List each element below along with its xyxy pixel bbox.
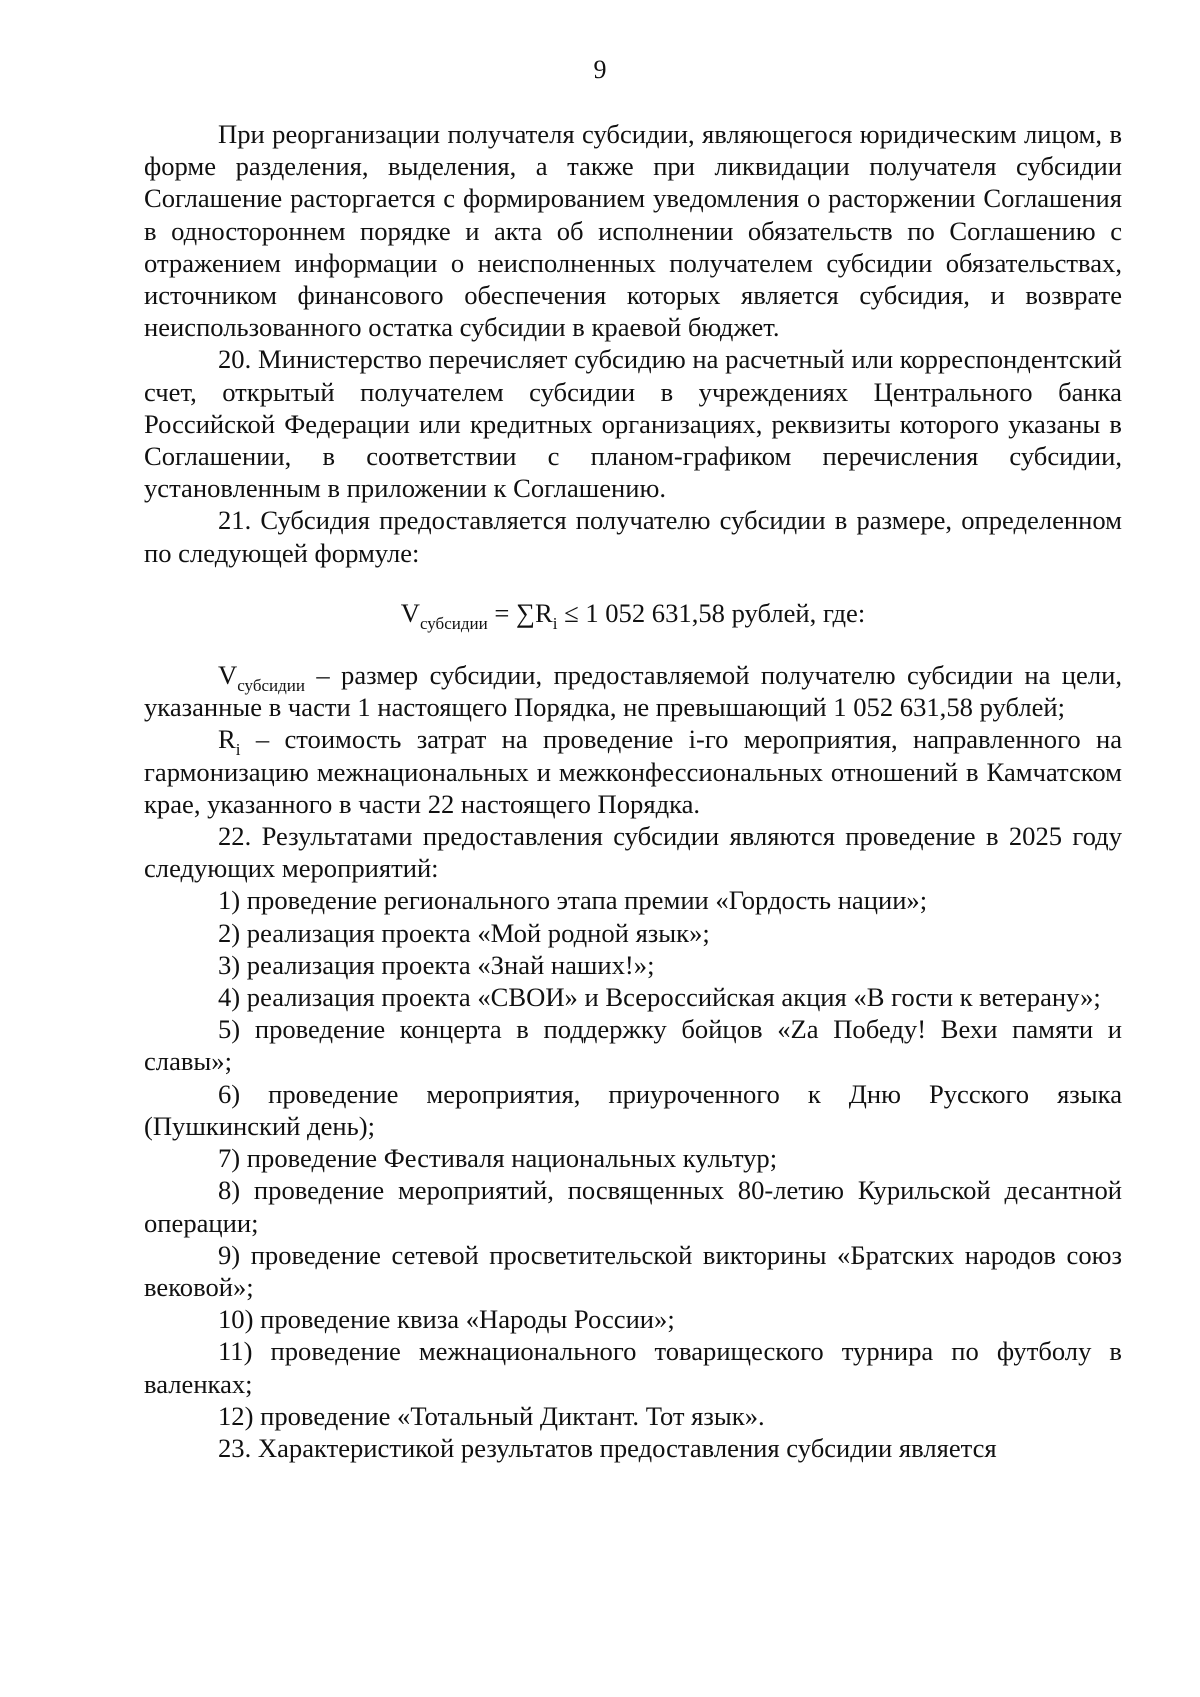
list-item: 10) проведение квиза «Народы России»; [218,1304,675,1335]
list-item: 12) проведение «Тотальный Диктант. Тот язык». [218,1400,765,1431]
list-item: 2) реализация проекта «Мой родной язык»; [218,917,710,948]
paragraph-21: 21. Субсидия предоставляется получателю субсидии в размере, определенном по следующей формуле: [144,505,1122,568]
list-item: 5) проведение концерта в поддержку бойцов «Zа Победу! Вехи памяти и славы»; [144,1014,1122,1077]
paragraph-reorganization: При реорганизации получателя субсидии, являющегося юридическим лицом, в форме разделения, выделения, а также при ликвидации получателя субсидии Соглашение расторгается с формированием уведомления о расторжении Соглашения в одностороннем порядке и акта об исполнении обязательств по Соглашению с отражением информации о неисполненных получателем субсидии обязательствах, источником финансового обеспечения которых является субсидия, и возврате неиспользованного остатка субсидии в краевой бюджет. [144,119,1122,343]
list-item: 9) проведение сетевой просветительской викторины «Братских народов союз вековой»; [144,1239,1122,1302]
paragraph-22: 22. Результатами предоставления субсидии являются проведение в 2025 году следующих мероприятий: [144,821,1122,884]
document-body [144,118,1122,1464]
subsidy-formula [144,597,1122,633]
definition-v-subscript: субсидии [237,676,305,696]
formula-v: V [400,597,420,628]
page-number: 9 [593,55,607,84]
definition-r-symbol: R [218,724,236,755]
list-item: 11) проведение межнационального товарищеского турнира по футболу в валенках; [144,1336,1122,1399]
formula-v-subscript: субсидии [419,613,488,633]
list-item: 8) проведение мероприятий, посвященных 80-летию Курильской десантной операции; [144,1175,1122,1238]
paragraph-23: 23. Характеристикой результатов предоставления субсидии является [218,1432,997,1463]
formula-sum: = ∑R [487,597,553,628]
definition-r [144,723,1122,820]
definition-v-text: – размер субсидии, предоставляемой получателю субсидии на цели, указанные в части 1 настоящего Порядка, не превышающий 1 052 631,58 рублей; [144,660,1122,723]
definition-v [144,659,1122,723]
definition-r-subscript: i [235,740,241,760]
definition-v-symbol: V [218,660,238,691]
list-item: 3) реализация проекта «Знай наших!»; [218,949,655,980]
paragraph-20: 20. Министерство перечисляет субсидию на расчетный или корреспондентский счет, открытый получателем субсидии в учреждениях Центрального банка Российской Федерации или кредитных организациях, реквизиты которого указаны в Соглашении, в соответствии с планом-графиком перечисления субсидии, установленным в приложении к Соглашению. [144,344,1122,504]
list-item: 6) проведение мероприятия, приуроченного к Дню Русского языка (Пушкинский день); [144,1078,1122,1141]
list-item: 1) проведение регионального этапа премии «Гордость нации»; [218,885,928,916]
list-item: 4) реализация проекта «СВОИ» и Всероссийская акция «В гости к ветерану»; [218,982,1101,1013]
definition-r-text: – стоимость затрат на проведение i-го мероприятия, направленного на гармонизацию межнациональных и межконфессиональных отношений в Камчатском крае, указанного в части 22 настоящего Порядка. [144,724,1122,819]
formula-r-subscript: i [552,613,558,633]
formula-limit: ≤ 1 052 631,58 рублей, где: [557,597,866,628]
list-item: 7) проведение Фестиваля национальных культур; [218,1143,778,1174]
